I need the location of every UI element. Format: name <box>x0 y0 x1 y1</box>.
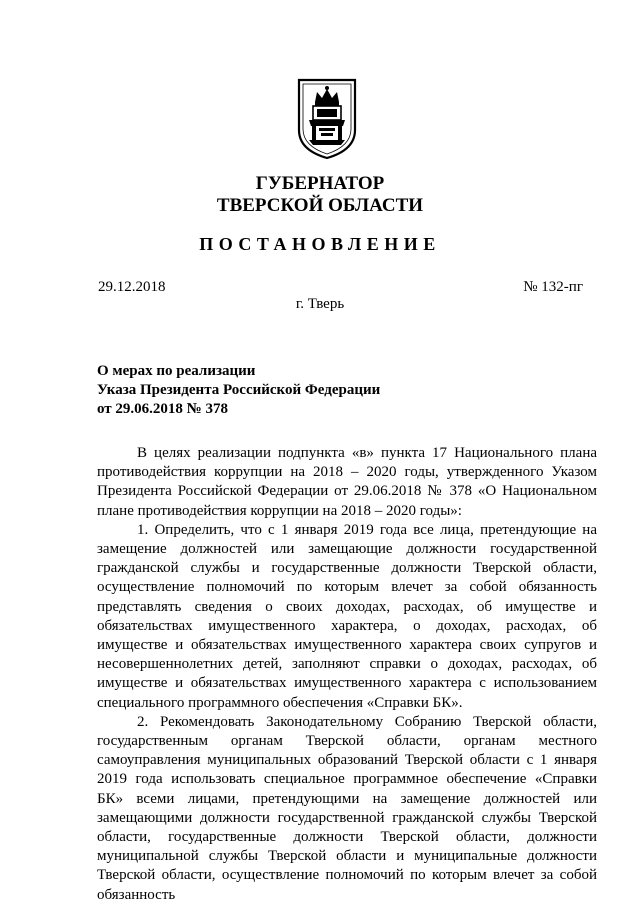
subject-line-2: Указа Президента Российской Федерации <box>97 382 381 398</box>
subject-line-1: О мерах по реализации <box>97 363 256 379</box>
document-subject <box>97 362 380 419</box>
document-city: г. Тверь <box>295 296 345 312</box>
subject-line-3: от 29.06.2018 № 378 <box>97 401 228 417</box>
issuer-title-line-2: ТВЕРСКОЙ ОБЛАСТИ <box>216 195 424 216</box>
document-type: ПОСТАНОВЛЕНИЕ <box>199 234 441 254</box>
document-body <box>97 444 597 905</box>
issuer-title-line-1: ГУБЕРНАТОР <box>255 173 385 194</box>
tver-coat-of-arms-icon <box>295 72 359 160</box>
document-number: № 132-пг <box>523 279 583 295</box>
document-date: 29.12.2018 <box>98 279 166 295</box>
body-paragraph-item-2: 2. Рекомендовать Законодательному Собранию Тверской области, государственным органам Тверской области, органам местного самоуправления муниципальных образований Тверской области с 1 января 2019 года использовать специальное программное обеспечение «Справки БК» всеми лицами, претендующими на замещение должностей или замещающими должности государственной гражданской службы Тверской области, государственные должности Тверской области, должности муниципальной службы Тверской области и муниципальные должности Тверской области, осуществление полномочий по которым влечет за собой обязанность <box>97 713 597 903</box>
body-paragraph-item-1: 1. Определить, что с 1 января 2019 года все лица, претендующие на замещение должностей или замещающие должности государственной гражданской службы и государственные должности Тверской области, осуществление полномочий по которым влечет за собой обязанность представлять сведения о своих доходах, расходах, об имуществе и обязательствах имущественного характера, о доходах, расходах, об имуществе и обязательствах имущественного характера своих супругов и несовершеннолетних детей, заполняют справки о доходах, расходах, об имуществе и обязательствах имущественного характера с использованием специального программного обеспечения «Справки БК». <box>97 521 597 711</box>
body-paragraph-preamble: В целях реализации подпункта «в» пункта 17 Национального плана противодействия коррупции на 2018 – 2020 годы, утвержденного Указом Президента Российской Федерации от 29.06.2018 № 378 «О Национальном плане противодействия коррупции на 2018 – 2020 годы»: <box>97 445 597 519</box>
